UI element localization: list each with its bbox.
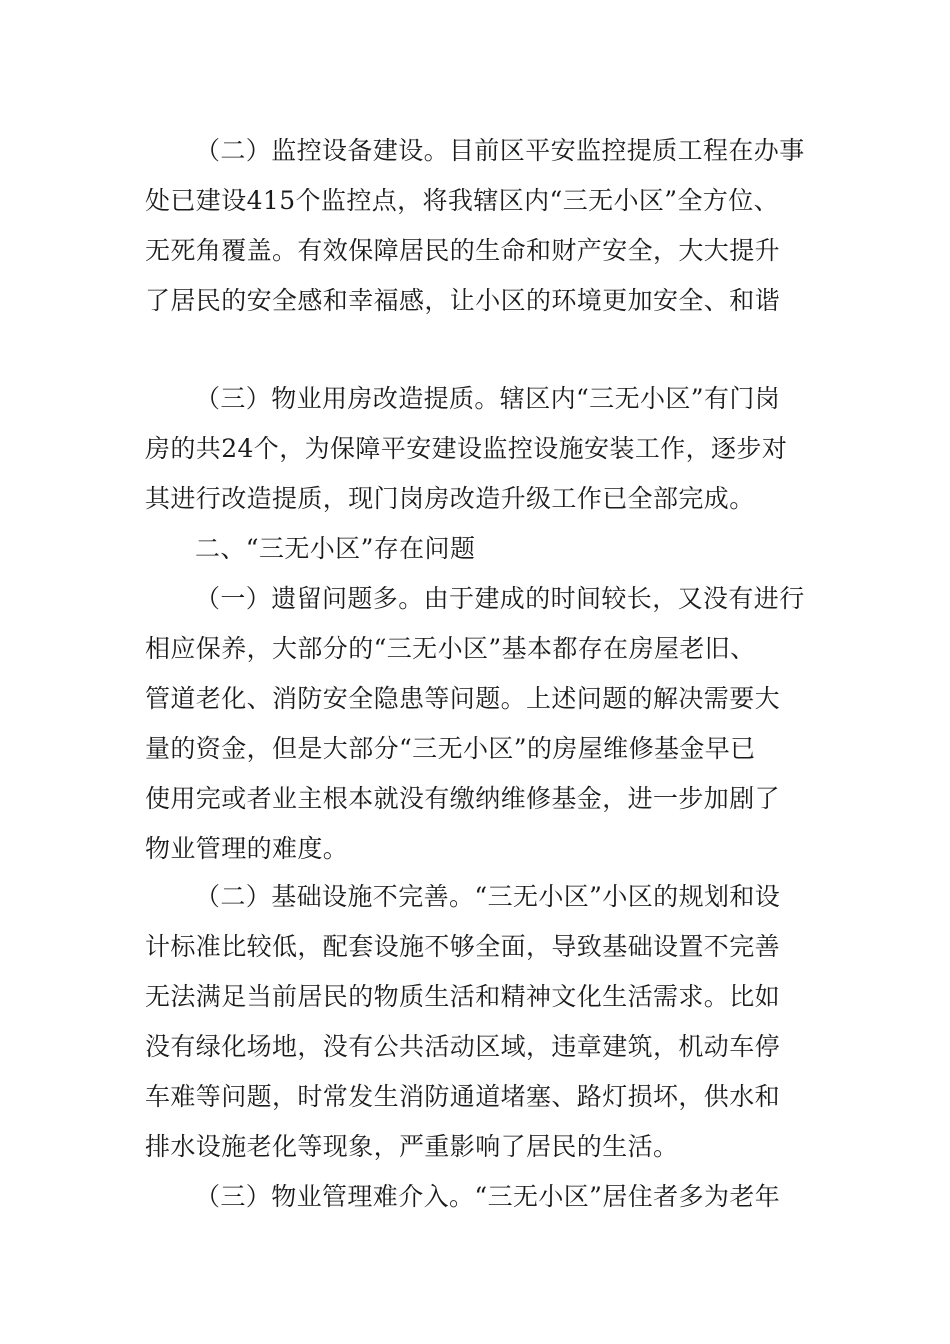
section-heading: 二、“三无小区”存在问题 — [195, 534, 476, 563]
paragraph-line: （二）基础设施不完善。“三无小区”小区的规划和设 — [195, 882, 781, 911]
paragraph-line: （一）遗留问题多。由于建成的时间较长，又没有进行 — [195, 584, 805, 613]
paragraph-line: （三）物业管理难介入。“三无小区”居住者多为老年 — [195, 1182, 781, 1211]
paragraph-line: 房的共24个，为保障平安建设监控设施安装工作，逐步对 — [145, 434, 788, 463]
paragraph-line: 无法满足当前居民的物质生活和精神文化生活需求。比如 — [145, 982, 781, 1011]
paragraph-line: 其进行改造提质，现门岗房改造升级工作已全部完成。 — [145, 484, 755, 513]
paragraph-line: 管道老化、消防安全隐患等问题。上述问题的解决需要大 — [145, 684, 781, 713]
paragraph-line: （二）监控设备建设。目前区平安监控提质工程在办事 — [195, 136, 805, 165]
paragraph-line: 车难等问题，时常发生消防通道堵塞、路灯损坏，供水和 — [145, 1082, 781, 1111]
paragraph-line: 排水设施老化等现象，严重影响了居民的生活。 — [145, 1132, 679, 1161]
paragraph-line: 使用完或者业主根本就没有缴纳维修基金，进一步加剧了 — [145, 784, 781, 813]
paragraph-line: 无死角覆盖。有效保障居民的生命和财产安全，大大提升 — [145, 236, 781, 265]
paragraph-line: 物业管理的难度。 — [145, 834, 349, 863]
paragraph-line: 没有绿化场地，没有公共活动区域，违章建筑，机动车停 — [145, 1032, 781, 1061]
paragraph-line: 量的资金，但是大部分“三无小区”的房屋维修基金早已 — [145, 734, 756, 763]
paragraph-line: 相应保养，大部分的“三无小区”基本都存在房屋老旧、 — [145, 634, 756, 663]
paragraph-line: 了居民的安全感和幸福感，让小区的环境更加安全、和谐 — [145, 286, 781, 315]
paragraph-line: （三）物业用房改造提质。辖区内“三无小区”有门岗 — [195, 384, 781, 413]
paragraph-line: 计标准比较低，配套设施不够全面，导致基础设置不完善 — [145, 932, 781, 961]
paragraph-line: 处已建设415个监控点，将我辖区内“三无小区”全方位、 — [145, 186, 780, 215]
